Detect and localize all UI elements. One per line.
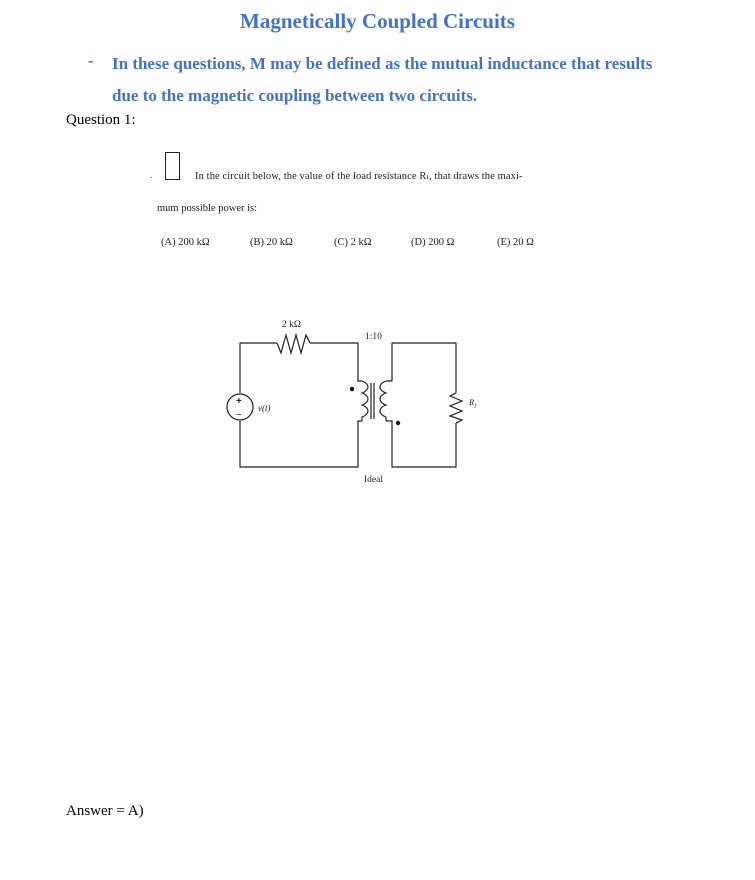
source-label: v(t) — [258, 403, 271, 413]
option-e: (E) 20 Ω — [497, 237, 534, 248]
ideal-label: Ideal — [364, 475, 383, 485]
turns-ratio-label: 1:10 — [365, 332, 382, 342]
option-a: (A) 200 kΩ — [161, 237, 210, 248]
load-label-subscript: l — [474, 403, 477, 410]
problem-text-line-1: In the circuit below, the value of the load resistance Rₗ, that draws the maxi- — [195, 171, 523, 182]
wire-left-to-primary — [310, 343, 362, 381]
circuit-diagram — [220, 305, 480, 490]
transformer-primary-coil — [362, 381, 368, 421]
bullet-dash: - — [88, 51, 94, 70]
wire-right-bottom — [386, 421, 456, 467]
problem-text-line-2: mum possible power is: — [157, 203, 258, 214]
wire-left-bottom — [240, 421, 362, 467]
scan-dot: . — [150, 170, 153, 181]
load-label-letter: R — [469, 397, 475, 407]
question-checkbox[interactable] — [165, 152, 180, 180]
load-resistor-symbol — [450, 393, 462, 423]
option-c: (C) 2 kΩ — [334, 237, 372, 248]
option-d: (D) 200 Ω — [411, 237, 455, 248]
bullet-text: In these questions, M may be defined as the mutual inductance that results due to the magnetic coupling between two circuits. — [112, 54, 653, 105]
source-plus-sign: + — [236, 396, 242, 407]
page-title: Magnetically Coupled Circuits — [240, 9, 515, 33]
wire-left-top — [240, 343, 277, 393]
question-label: Question 1: — [66, 112, 136, 128]
secondary-polarity-dot — [396, 421, 400, 425]
option-b: (B) 20 kΩ — [250, 237, 293, 248]
source-minus-sign: − — [236, 410, 242, 421]
transformer-secondary-coil — [380, 381, 386, 421]
resistor-2k-symbol — [277, 335, 310, 353]
wire-right-top — [386, 343, 456, 393]
load-label — [468, 397, 476, 410]
primary-polarity-dot — [350, 387, 354, 391]
answer-text: Answer = A) — [66, 803, 144, 819]
resistor-label: 2 kΩ — [282, 320, 301, 330]
